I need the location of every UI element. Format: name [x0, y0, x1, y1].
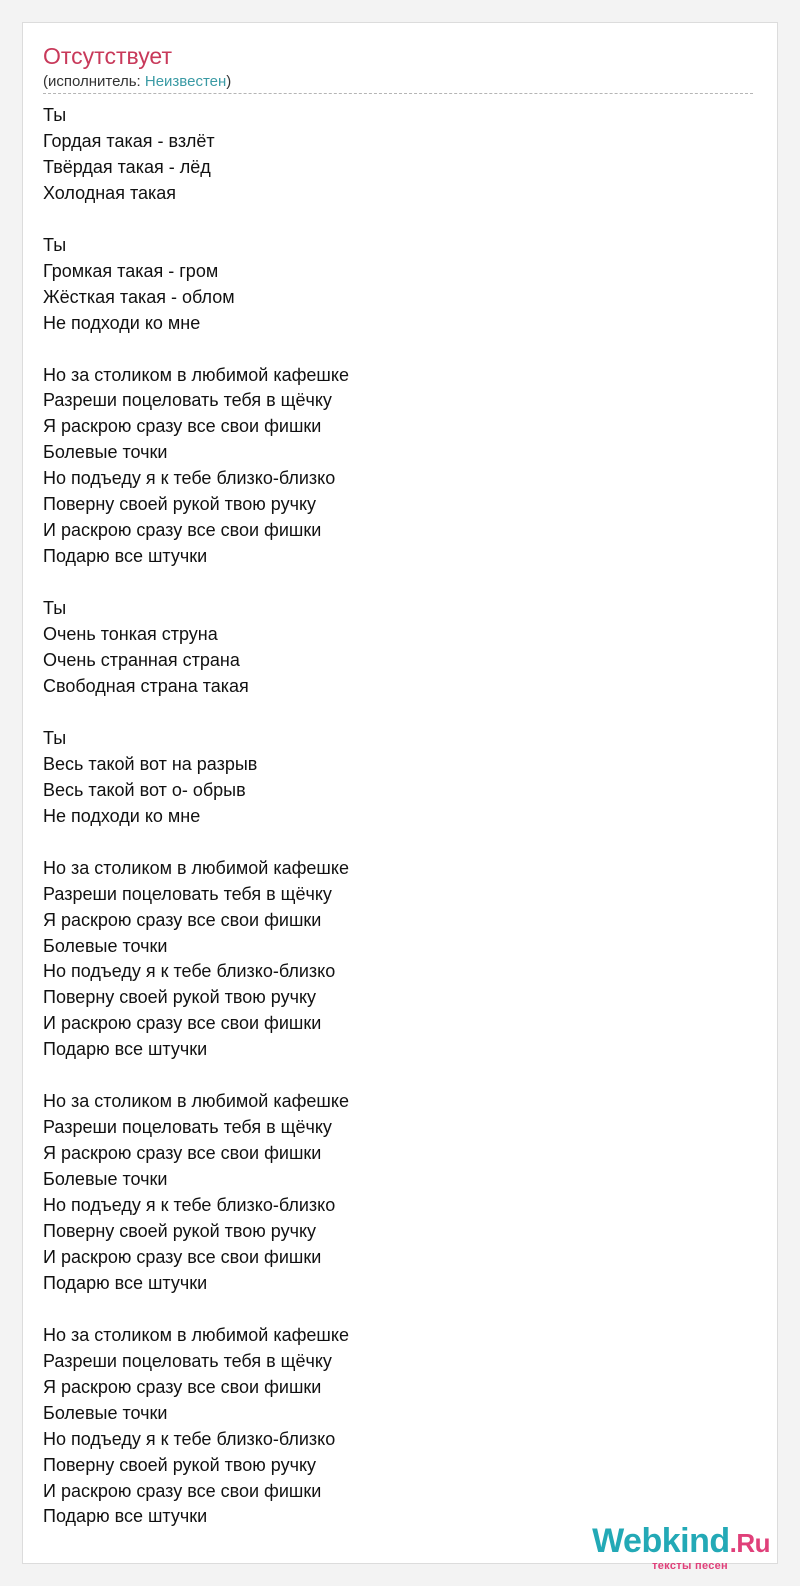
logo-brand: Webkind — [592, 1522, 730, 1560]
webkind-logo[interactable] — [592, 1522, 770, 1572]
artist-link[interactable]: Неизвестен — [144, 73, 227, 90]
logo-tld: .Ru — [729, 1528, 770, 1558]
header-divider — [43, 93, 753, 94]
artist-suffix: ) — [226, 73, 232, 90]
artist-prefix: (исполнитель: — [43, 73, 145, 90]
lyrics-card — [22, 22, 778, 1564]
logo-tagline: тексты песен — [652, 1560, 728, 1572]
lyrics-text: Ты Гордая такая - взлёт Твёрдая такая - лёд Холодная такая Ты Громкая такая - гром Жёсткая такая - облом Не подходи ко мне Но за столиком в любимой кафешке Разреши поцеловать тебя в щёчку Я раскрою сразу все свои фишки Болевые точки Но подъеду я к тебе близко-близко Поверну своей рукой твою ручку И раскрою сразу все свои фишки Подарю все штучки Ты Очень тонкая струна Очень странная страна Свободная страна такая Ты Весь такой вот на разрыв Весь такой вот о- обрыв Не подходи ко мне Но за столиком в любимой кафешке Разреши поцеловать тебя в щёчку Я раскрою сразу все свои фишки Болевые точки Но подъеду я к тебе близко-близко Поверну своей рукой твою ручку И раскрою сразу все свои фишки Подарю все штучки Но за столиком в любимой кафешке Разреши поцеловать тебя в щёчку Я раскрою сразу все свои фишки Болевые точки Но подъеду я к тебе близко-близко Поверну своей рукой твою ручку И раскрою сразу все свои фишки Подарю все штучки Но за столиком в любимой кафешке Разреши поцеловать тебя в щёчку Я раскрою сразу все свои фишки Болевые точки Но подъеду я к тебе близко-близко Поверну своей рукой твою ручку И раскрою сразу все свои фишки Подарю все штучки — [43, 105, 349, 1527]
artist-line — [43, 72, 231, 92]
logo-wordmark — [592, 1524, 770, 1560]
song-title: Отсутствует — [43, 43, 172, 69]
